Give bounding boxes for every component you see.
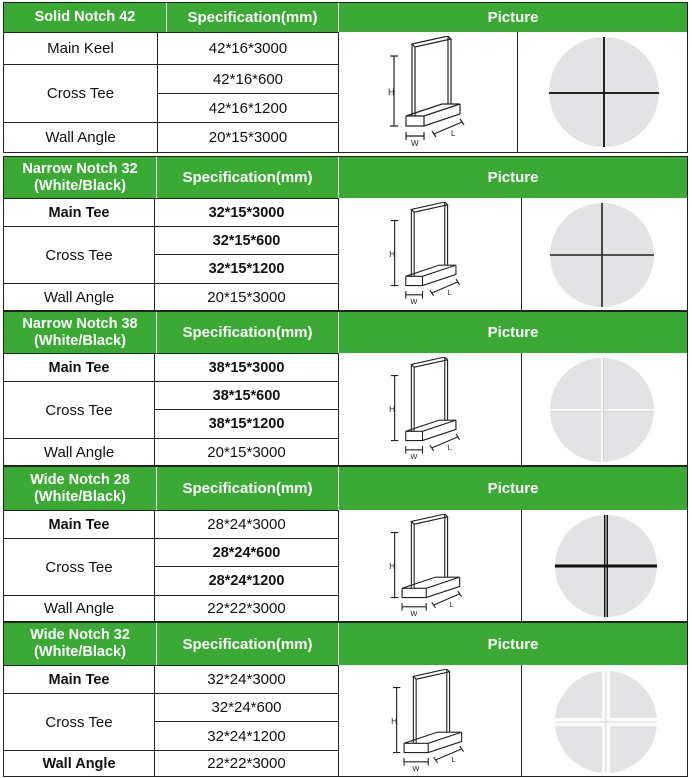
table-title — [4, 157, 157, 198]
row-spec-wall: 20*15*3000 — [208, 129, 288, 146]
row-spec-wall: 22*22*3000 — [207, 755, 286, 772]
table-title-line1: Wide Notch 32 — [30, 627, 130, 643]
col-divider — [521, 353, 522, 465]
table-title — [4, 623, 157, 665]
row-spec-cross-b: 32*24*1200 — [207, 727, 286, 745]
row-spec-cross-b: 42*16*1200 — [208, 99, 288, 117]
row-divider — [4, 665, 339, 666]
width-letter: W — [412, 764, 420, 773]
height-letter: H — [389, 248, 396, 259]
table-title — [4, 467, 157, 510]
row-divider — [154, 566, 339, 567]
row-spec-wall: 22*22*3000 — [207, 600, 286, 617]
row-label-wall: Wall Angle — [43, 600, 115, 617]
row-label-cross: Cross Tee — [45, 246, 113, 264]
row-divider — [4, 226, 339, 227]
row-divider — [4, 538, 339, 539]
length-letter: L — [451, 129, 456, 138]
row-divider — [4, 122, 339, 123]
row-spec-main: 32*15*3000 — [208, 204, 285, 221]
cross-section-disc — [548, 203, 656, 307]
row-spec-cross-b: 32*15*1200 — [208, 261, 285, 277]
profile-diagram — [376, 36, 486, 148]
row-divider — [4, 510, 339, 511]
row-divider — [4, 381, 339, 382]
table-title — [4, 3, 167, 32]
row-divider — [4, 438, 339, 439]
row-divider — [4, 198, 339, 199]
col-divider — [338, 353, 339, 465]
picture-header: Picture — [487, 480, 539, 497]
profile-diagram — [376, 669, 486, 773]
height-letter: H — [388, 87, 395, 97]
row-label-cross: Cross Tee — [45, 401, 113, 419]
spec-table-wide-notch-32 — [3, 622, 688, 777]
profile-diagram — [374, 514, 484, 618]
row-label-main: Main Keel — [47, 40, 114, 57]
row-label-cross: Cross Tee — [46, 85, 115, 102]
row-divider — [4, 693, 339, 694]
row-label-cross: Cross Tee — [45, 558, 113, 576]
table-title-line1: Narrow Notch 38 — [22, 315, 138, 332]
cross-section-disc — [548, 36, 660, 148]
row-spec-cross-a: 28*24*600 — [212, 544, 281, 561]
width-letter: W — [410, 297, 418, 306]
picture-header: Picture — [487, 324, 539, 341]
table-title-line1: Narrow Notch 32 — [22, 160, 138, 177]
col-divider — [521, 510, 522, 621]
row-label-wall: Wall Angle — [43, 288, 115, 306]
cross-section-disc — [548, 358, 656, 462]
width-letter: W — [410, 609, 418, 618]
picture-header: Picture — [487, 9, 539, 26]
col-divider — [154, 353, 155, 465]
spec-table-solid-notch-42 — [3, 2, 688, 153]
table-title — [4, 312, 157, 353]
width-letter: W — [410, 452, 418, 461]
length-letter: L — [447, 287, 452, 297]
cross-section-disc — [553, 514, 659, 618]
row-spec-main: 28*24*3000 — [207, 516, 286, 533]
row-spec-cross-b: 28*24*1200 — [208, 573, 285, 589]
col-divider — [521, 198, 522, 310]
spec-table-narrow-notch-32 — [3, 156, 688, 311]
cross-section-disc — [552, 671, 660, 773]
height-letter: H — [389, 560, 396, 571]
row-divider — [4, 64, 339, 65]
row-divider — [4, 32, 339, 33]
picture-header: Picture — [487, 169, 539, 186]
row-spec-wall: 20*15*3000 — [207, 443, 286, 461]
row-spec-main: 32*24*3000 — [207, 671, 286, 688]
row-label-main: Main Tee — [48, 516, 110, 533]
row-label-cross: Cross Tee — [45, 713, 113, 731]
row-label-main: Main Tee — [48, 671, 110, 688]
row-label-wall: Wall Angle — [45, 129, 116, 146]
row-spec-cross-b: 38*15*1200 — [208, 416, 285, 432]
profile-diagram — [374, 357, 484, 461]
row-label-wall: Wall Angle — [43, 443, 115, 461]
row-divider — [4, 595, 339, 596]
picture-header: Picture — [487, 635, 539, 653]
specification-header: Specification(mm) — [157, 623, 339, 665]
col-divider — [154, 665, 155, 776]
spec-table-wide-notch-28 — [3, 466, 688, 622]
width-letter: W — [411, 139, 419, 148]
table-title-line2: (White/Black) — [34, 488, 126, 505]
col-divider — [338, 510, 339, 621]
spec-table-narrow-notch-38 — [3, 311, 688, 466]
col-divider — [338, 32, 339, 152]
row-label-main: Main Tee — [48, 359, 110, 376]
specification-header: Specification(mm) — [157, 312, 339, 353]
profile-diagram — [374, 202, 484, 306]
row-spec-cross-a: 32*15*600 — [212, 232, 281, 249]
table-title-line2: (White/Black) — [34, 332, 126, 349]
row-divider — [154, 254, 339, 255]
row-divider — [157, 93, 339, 94]
col-divider — [154, 510, 155, 621]
length-letter: L — [451, 754, 456, 764]
table-title-line2: (White/Black) — [34, 177, 126, 194]
row-divider — [4, 283, 339, 284]
length-letter: L — [449, 599, 454, 609]
table-title-line1: Solid Notch 42 — [34, 9, 136, 25]
row-spec-main: 38*15*3000 — [208, 359, 285, 376]
specification-header: Specification(mm) — [157, 157, 339, 198]
row-divider — [154, 409, 339, 410]
table-header — [4, 157, 687, 198]
table-header — [4, 623, 687, 665]
height-letter: H — [391, 715, 398, 726]
row-spec-cross-a: 42*16*600 — [212, 70, 284, 88]
col-divider — [517, 32, 518, 152]
specification-header: Specification(mm) — [167, 3, 339, 32]
row-label-wall: Wall Angle — [42, 755, 116, 772]
row-divider — [4, 353, 339, 354]
row-spec-cross-a: 32*24*600 — [211, 699, 282, 716]
table-header — [4, 312, 687, 353]
col-divider — [154, 198, 155, 310]
row-spec-cross-a: 38*15*600 — [212, 387, 281, 404]
col-divider — [521, 665, 522, 776]
col-divider — [338, 665, 339, 776]
row-divider — [154, 721, 339, 722]
row-spec-wall: 20*15*3000 — [207, 288, 286, 306]
table-header — [4, 467, 687, 510]
table-title-line1: Wide Notch 28 — [30, 471, 130, 488]
col-divider — [338, 198, 339, 310]
length-letter: L — [447, 442, 452, 452]
table-header — [4, 3, 687, 32]
row-divider — [4, 750, 339, 751]
height-letter: H — [389, 403, 396, 414]
table-title-line2: (White/Black) — [34, 644, 126, 660]
col-divider — [157, 32, 158, 152]
specification-header: Specification(mm) — [157, 467, 339, 510]
row-label-main: Main Tee — [48, 204, 110, 221]
row-spec-main: 42*16*3000 — [208, 40, 288, 57]
